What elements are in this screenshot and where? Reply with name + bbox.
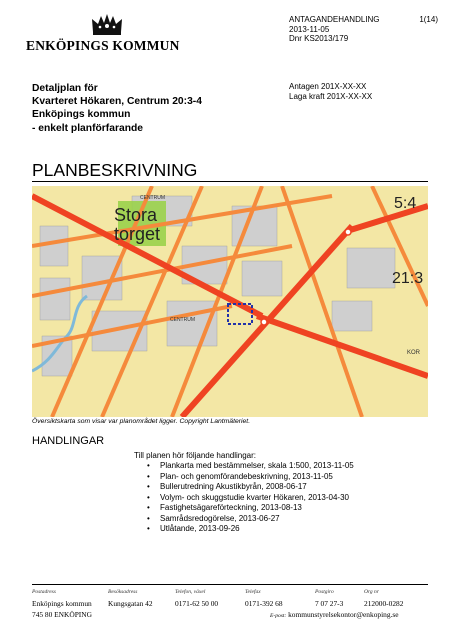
approval-dates [289,82,372,101]
footer-label-postgiro: Postgiro [315,589,334,595]
map-label-number: 5:4 [394,195,417,212]
heading-rule [32,181,428,182]
footer-label-postadress: Postadress [32,589,56,595]
map-caption: Översiktskarta som visar var planområdet ligger. Copyright Lantmäteriet. [32,418,251,425]
footer-label-telefon: Telefon, växel [175,589,206,595]
list-item: • Volym- och skuggstudie kvarter Hökaren, 2013-04-30 [147,493,354,504]
footer-label-besoksadress: Besöksadress [108,589,138,595]
handlingar-intro: Till planen hör följande handlingar: [134,451,257,460]
handlingar-list [147,461,354,535]
list-item: • Fastighetsägareförteckning, 2013-08-13 [147,503,354,514]
footer-email-label: E-post: [270,613,287,619]
footer-rule [32,584,428,585]
document-status: ANTAGANDEHANDLING [289,15,380,24]
footer-orgnr: 212000-0282 [364,599,404,608]
footer-postgiro: 7 07 27-3 [315,599,344,608]
municipality-logo [26,12,196,60]
document-dnr: Dnr KS2013/179 [289,34,349,43]
map-label-centrum: CENTRUM [140,195,165,201]
map-drawing [32,186,428,417]
map-label-stora: Stora [114,205,158,225]
title-line: Enköpings kommun [32,109,131,121]
antagen-date: Antagen 201X-XX-XX [289,82,367,91]
list-item: • Samrådsredogörelse, 2013-06-27 [147,514,354,525]
list-item: • Utlåtande, 2013-09-26 [147,524,354,535]
footer-label-orgnr: Org nr [364,589,379,595]
laga-kraft-date: Laga kraft 201X-XX-XX [289,91,373,101]
title-line: Kvarteret Hökaren, Centrum 20:3-4 [32,96,202,108]
footer-telefax: 0171-392 68 [245,599,283,608]
list-item: • Plan- och genomförandebeskrivning, 2013-11-05 [147,472,354,483]
section-heading-handlingar: HANDLINGAR [32,435,105,447]
page-number: 1(14) [419,15,438,24]
title-line: - enkelt planförfarande [32,122,143,134]
footer-besoksadress: Kungsgatan 42 [108,599,153,608]
map-label-torget: torget [114,224,161,244]
footer-label-telefax: Telefax [245,589,261,595]
document-meta [289,15,380,44]
org-name: ENKÖPINGS KOMMUN [26,38,180,53]
document-date: 2013-11-05 [289,24,330,34]
footer-email-row [270,610,399,619]
footer-postadress-line1: Enköpings kommun [32,599,92,608]
footer-telefon: 0171-62 50 00 [175,599,219,608]
plan-title [32,82,202,135]
list-item: • Plankarta med bestämmelser, skala 1:500, 2013-11-05 [147,461,354,472]
map-label-centrum: CENTRUM [170,317,195,323]
map-label-number: 21:3 [392,270,424,287]
list-item: • Bullerutredning Akustikbyrån, 2008-06-17 [147,482,354,493]
title-line: Detaljplan för [32,83,98,94]
crown-crest-icon [90,12,124,36]
footer-postadress-line2: 745 80 ENKÖPING [32,610,92,619]
overview-map [32,186,428,417]
map-label-kor: KOR [407,350,421,356]
main-heading: PLANBESKRIVNING [32,160,198,180]
footer-email-link[interactable]: kommunstyrelsekontor@enkoping.se [288,610,399,619]
